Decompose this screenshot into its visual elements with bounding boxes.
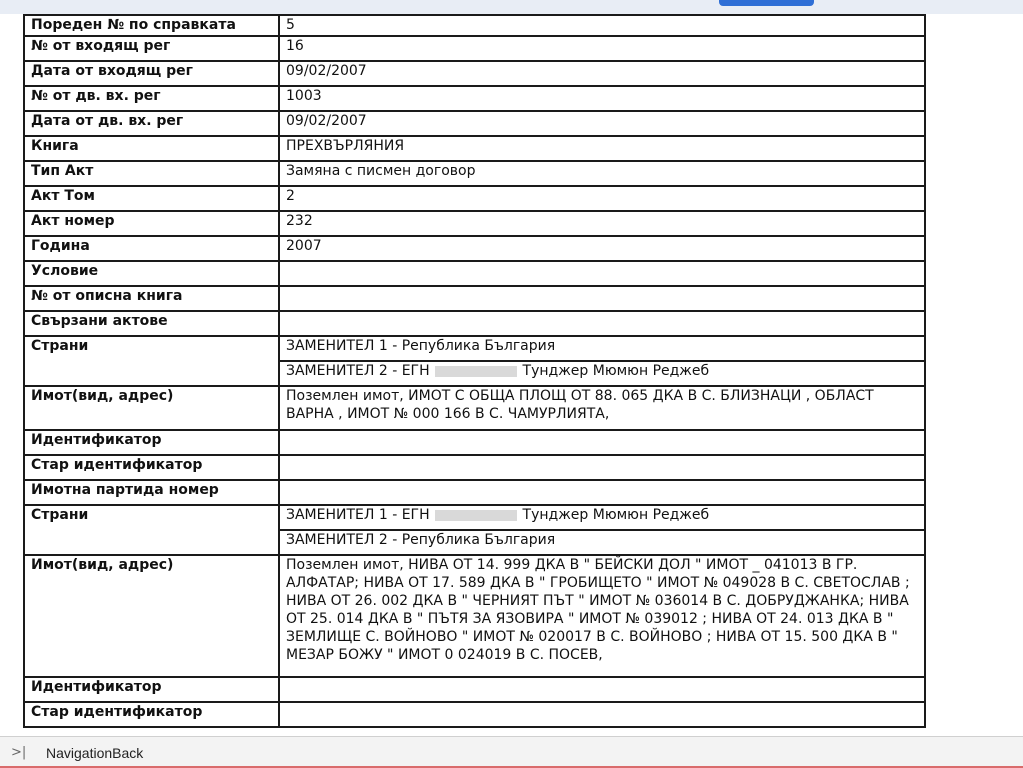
record-row [24,111,925,136]
record-row [24,211,925,236]
field-value: 232 [279,211,925,236]
field-label: Имотна партида номер [24,480,279,505]
field-value: 2007 [279,236,925,261]
field-label: Стар идентификатор [24,702,279,727]
record-row [24,455,925,480]
party-entry [279,361,925,386]
property-row [24,555,925,677]
top-toolbar [0,0,1023,14]
record-row [24,186,925,211]
party-entry [279,530,925,555]
property-value: Поземлен имот, ИМОТ С ОБЩА ПЛОЩ ОТ 88. 065 ДКА В С. БЛИЗНАЦИ , ОБЛАСТ ВАРНА , ИМОТ № 000 166 В С. ЧАМУРЛИЯТА, [279,386,925,430]
record-row [24,430,925,455]
field-label: Свързани актове [24,311,279,336]
record-row [24,286,925,311]
record-table [23,14,926,728]
record-row [24,161,925,186]
field-value: ПРЕХВЪРЛЯНИЯ [279,136,925,161]
party-entry [279,336,925,361]
property-value: Поземлен имот, НИВА ОТ 14. 999 ДКА В " БЕЙСКИ ДОЛ " ИМОТ _ 041013 В ГР. АЛФАТАР; НИВА ОТ 17. 589 ДКА В " ГРОБИЩЕТО " ИМОТ № 049028 В С. СВЕТОСЛАВ ; НИВА ОТ 26. 002 ДКА В " ЧЕРНИЯТ ПЪТ " ИМОТ № 036014 В С. ДОБРУДЖАНКА; НИВА ОТ 25. 014 ДКА В " ПЪТЯ ЗА ЯЗОВИРА " ИМОТ № 039012 ; НИВА ОТ 24. 013 ДКА В " ЗЕМЛИЩЕ С. ВОЙНОВО " ИМОТ № 020017 В С. ВОЙНОВО ; НИВА ОТ 15. 500 ДКА В " МЕЗАР БОЖУ " ИМОТ 0 024019 В С. ПОСЕВ, [279,555,925,677]
party-row [24,336,925,361]
field-label: Дата от входящ рег [24,61,279,86]
party-name: Тунджер Мюмюн Реджеб [518,507,710,523]
field-value: 2 [279,186,925,211]
field-value: 5 [279,15,925,36]
property-label: Имот(вид, адрес) [24,386,279,430]
party-text: ЗАМЕНИТЕЛ 1 - Република България [286,338,556,354]
field-label: Стар идентификатор [24,455,279,480]
field-label: Акт номер [24,211,279,236]
party-entry [279,505,925,530]
field-label: Година [24,236,279,261]
field-value: Замяна с писмен договор [279,161,925,186]
record-row [24,36,925,61]
redacted-block [435,366,517,377]
record-row [24,702,925,727]
record-row [24,236,925,261]
field-value: 16 [279,36,925,61]
field-value: 1003 [279,86,925,111]
panel-collapse-icon[interactable]: >| [11,745,27,760]
document-view [0,14,1023,736]
field-value [279,702,925,727]
record-row [24,86,925,111]
property-row [24,386,925,430]
field-label: Идентификатор [24,430,279,455]
party-text: ЗАМЕНИТЕЛ 2 - Република България [286,532,556,548]
record-row [24,61,925,86]
field-label: Дата от дв. вх. рег [24,111,279,136]
party-text: ЗАМЕНИТЕЛ 1 - ЕГН [286,507,435,523]
field-value [279,677,925,702]
field-value: 09/02/2007 [279,111,925,136]
property-label: Имот(вид, адрес) [24,555,279,677]
record-row [24,261,925,286]
field-label: Условие [24,261,279,286]
field-value: 09/02/2007 [279,61,925,86]
field-label: № от входящ рег [24,36,279,61]
navigation-back-label: NavigationBack [46,745,144,761]
field-value [279,261,925,286]
field-label: Идентификатор [24,677,279,702]
parties-label: Страни [24,336,279,386]
record-row [24,136,925,161]
field-value [279,480,925,505]
record-row [24,677,925,702]
party-row [24,505,925,530]
field-label: Акт Том [24,186,279,211]
field-label: Пореден № по справката [24,15,279,36]
field-value [279,311,925,336]
field-label: № от описна книга [24,286,279,311]
redacted-block [435,510,517,521]
field-label: Тип Акт [24,161,279,186]
field-label: Книга [24,136,279,161]
bottom-status-bar [0,736,1023,768]
toolbar-button[interactable] [719,0,814,6]
parties-label: Страни [24,505,279,555]
record-row [24,311,925,336]
field-value [279,455,925,480]
record-row [24,15,925,36]
field-value [279,286,925,311]
record-row [24,480,925,505]
field-label: № от дв. вх. рег [24,86,279,111]
field-value [279,430,925,455]
party-text: ЗАМЕНИТЕЛ 2 - ЕГН [286,363,435,379]
party-name: Тунджер Мюмюн Реджеб [518,363,710,379]
